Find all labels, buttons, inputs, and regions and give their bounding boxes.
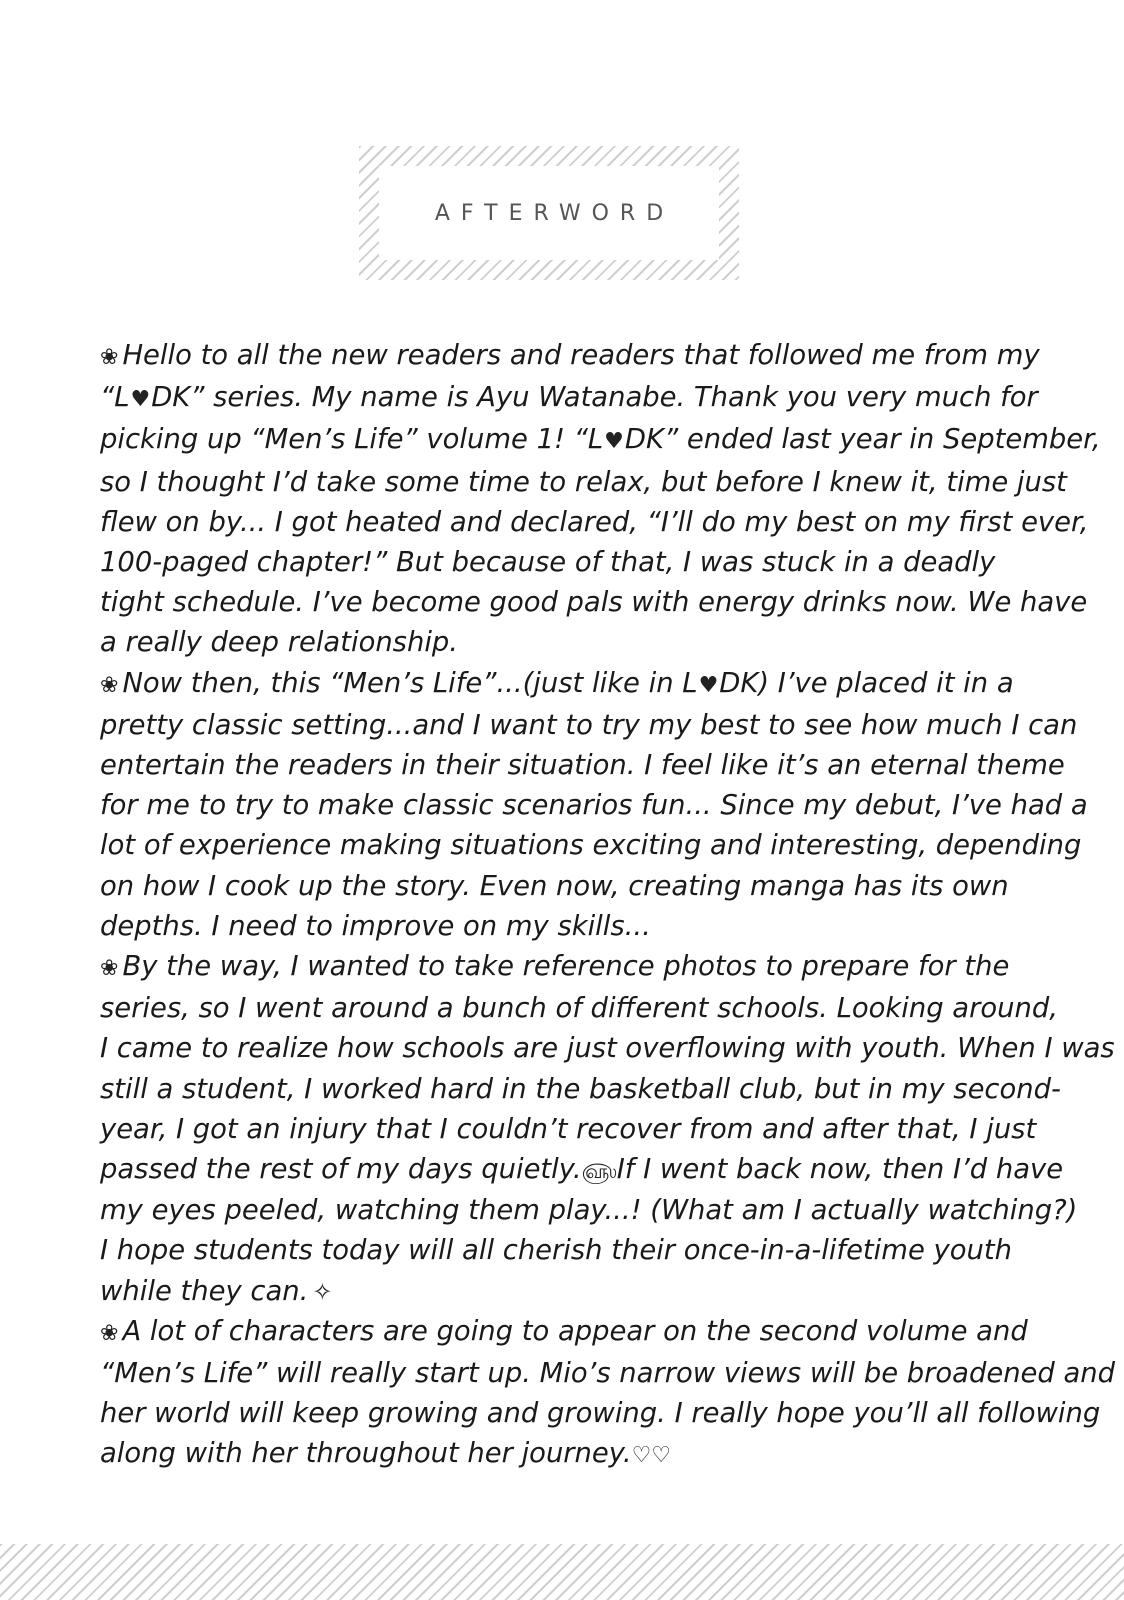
text-line: for me to try to make classic scenarios fun... Since my debut, I’ve had a [100,790,1088,822]
text-span: DK” series. My name is Ayu Watanabe. Thank you very much for [151,382,1038,414]
text-line: I hope students today will all cherish their once-in-a-lifetime youth [100,1235,1012,1267]
text-line: still a student, I worked hard in the basketball club, but in my second- [100,1073,1061,1105]
text-line: year, I got an injury that I couldn’t recover from and after that, I just [100,1113,1037,1145]
text-line: depths. I need to improve on my skills... [100,910,651,942]
text-span: Now then, this “Men’s Life”...(just like in L [122,667,698,699]
text-line [100,1312,1040,1354]
text-line [100,1150,1064,1191]
text-line: flew on by... I got heated and declared, “I’ll do my best on my first ever, [100,506,1089,538]
flower-icon: ❀ [100,956,119,982]
text-line [100,1272,1040,1312]
heart-icon: ♥ [604,429,624,455]
swirl-icon: ௵ [581,1159,617,1184]
text-span: A lot of characters are going to appear on the second volume and [122,1315,1028,1347]
text-span: DK” ended last year in September, [624,424,1101,456]
text-span: passed the rest of my days quietly. [100,1154,582,1186]
text-line: 100-paged chapter!” But because of that, I was stuck in a deadly [100,547,996,579]
text-line: her world will keep growing and growing. I really hope you’ll all following [100,1398,1101,1430]
text-line [100,664,1040,706]
text-line [100,1434,1040,1476]
text-line [100,947,1040,989]
heart-icon: ♥ [698,672,719,698]
text-line: “Men’s Life” will really start up. Mio’s narrow views will be broadened and [100,1358,1116,1390]
flower-icon: ❀ [100,672,119,698]
bottom-hatch-band [0,1544,1124,1600]
text-span: “L [100,382,130,414]
text-line: a really deep relationship. [100,627,459,659]
text-line [100,378,1040,420]
outline-heart-icon: ♡ [651,1443,672,1469]
text-line: on how I cook up the story. Even now, creating manga has its own [100,870,1009,902]
sparkle-icon: ✧ [312,1277,333,1306]
text-line: I came to realize how schools are just overflowing with youth. When I was [100,1033,1115,1065]
text-line [100,420,1101,462]
text-line [100,336,1040,378]
text-line: entertain the readers in their situation. I feel like it’s an eternal theme [100,750,1065,782]
text-span: By the way, I wanted to take reference photos to prepare for the [122,951,1010,983]
text-span: picking up “Men’s Life” volume 1! “L [100,424,604,456]
text-line: lot of experience making situations exciting and interesting, depending [100,830,1082,862]
text-span: Hello to all the new readers and readers that followed me from my [122,340,1040,371]
text-line: tight schedule. I’ve become good pals with energy drinks now. We have [100,587,1088,619]
outline-heart-icon: ♡ [631,1443,652,1469]
text-span: along with her throughout her journey. [100,1438,632,1470]
text-line: series, so I went around a bunch of different schools. Looking around, [100,993,1058,1025]
text-span: If I went back now, then I’d have [616,1154,1064,1186]
flower-icon: ❀ [100,345,119,370]
text-line: so I thought I’d take some time to relax, but before I knew it, time just [100,466,1067,498]
afterword-title-inner [379,166,719,260]
afterword-body [100,336,1116,1477]
flower-icon: ❀ [100,1320,119,1346]
text-line: pretty classic setting...and I want to try my best to see how much I can [100,709,1078,741]
heart-icon: ♥ [130,387,151,413]
text-span: DK) I’ve placed it in a [719,667,1014,699]
page-title: AFTERWORD [434,200,675,226]
afterword-title-frame [359,146,739,280]
text-line: my eyes peeled, watching them play...! (What am I actually watching?) [100,1195,1078,1227]
text-span: while they can. [100,1275,309,1307]
